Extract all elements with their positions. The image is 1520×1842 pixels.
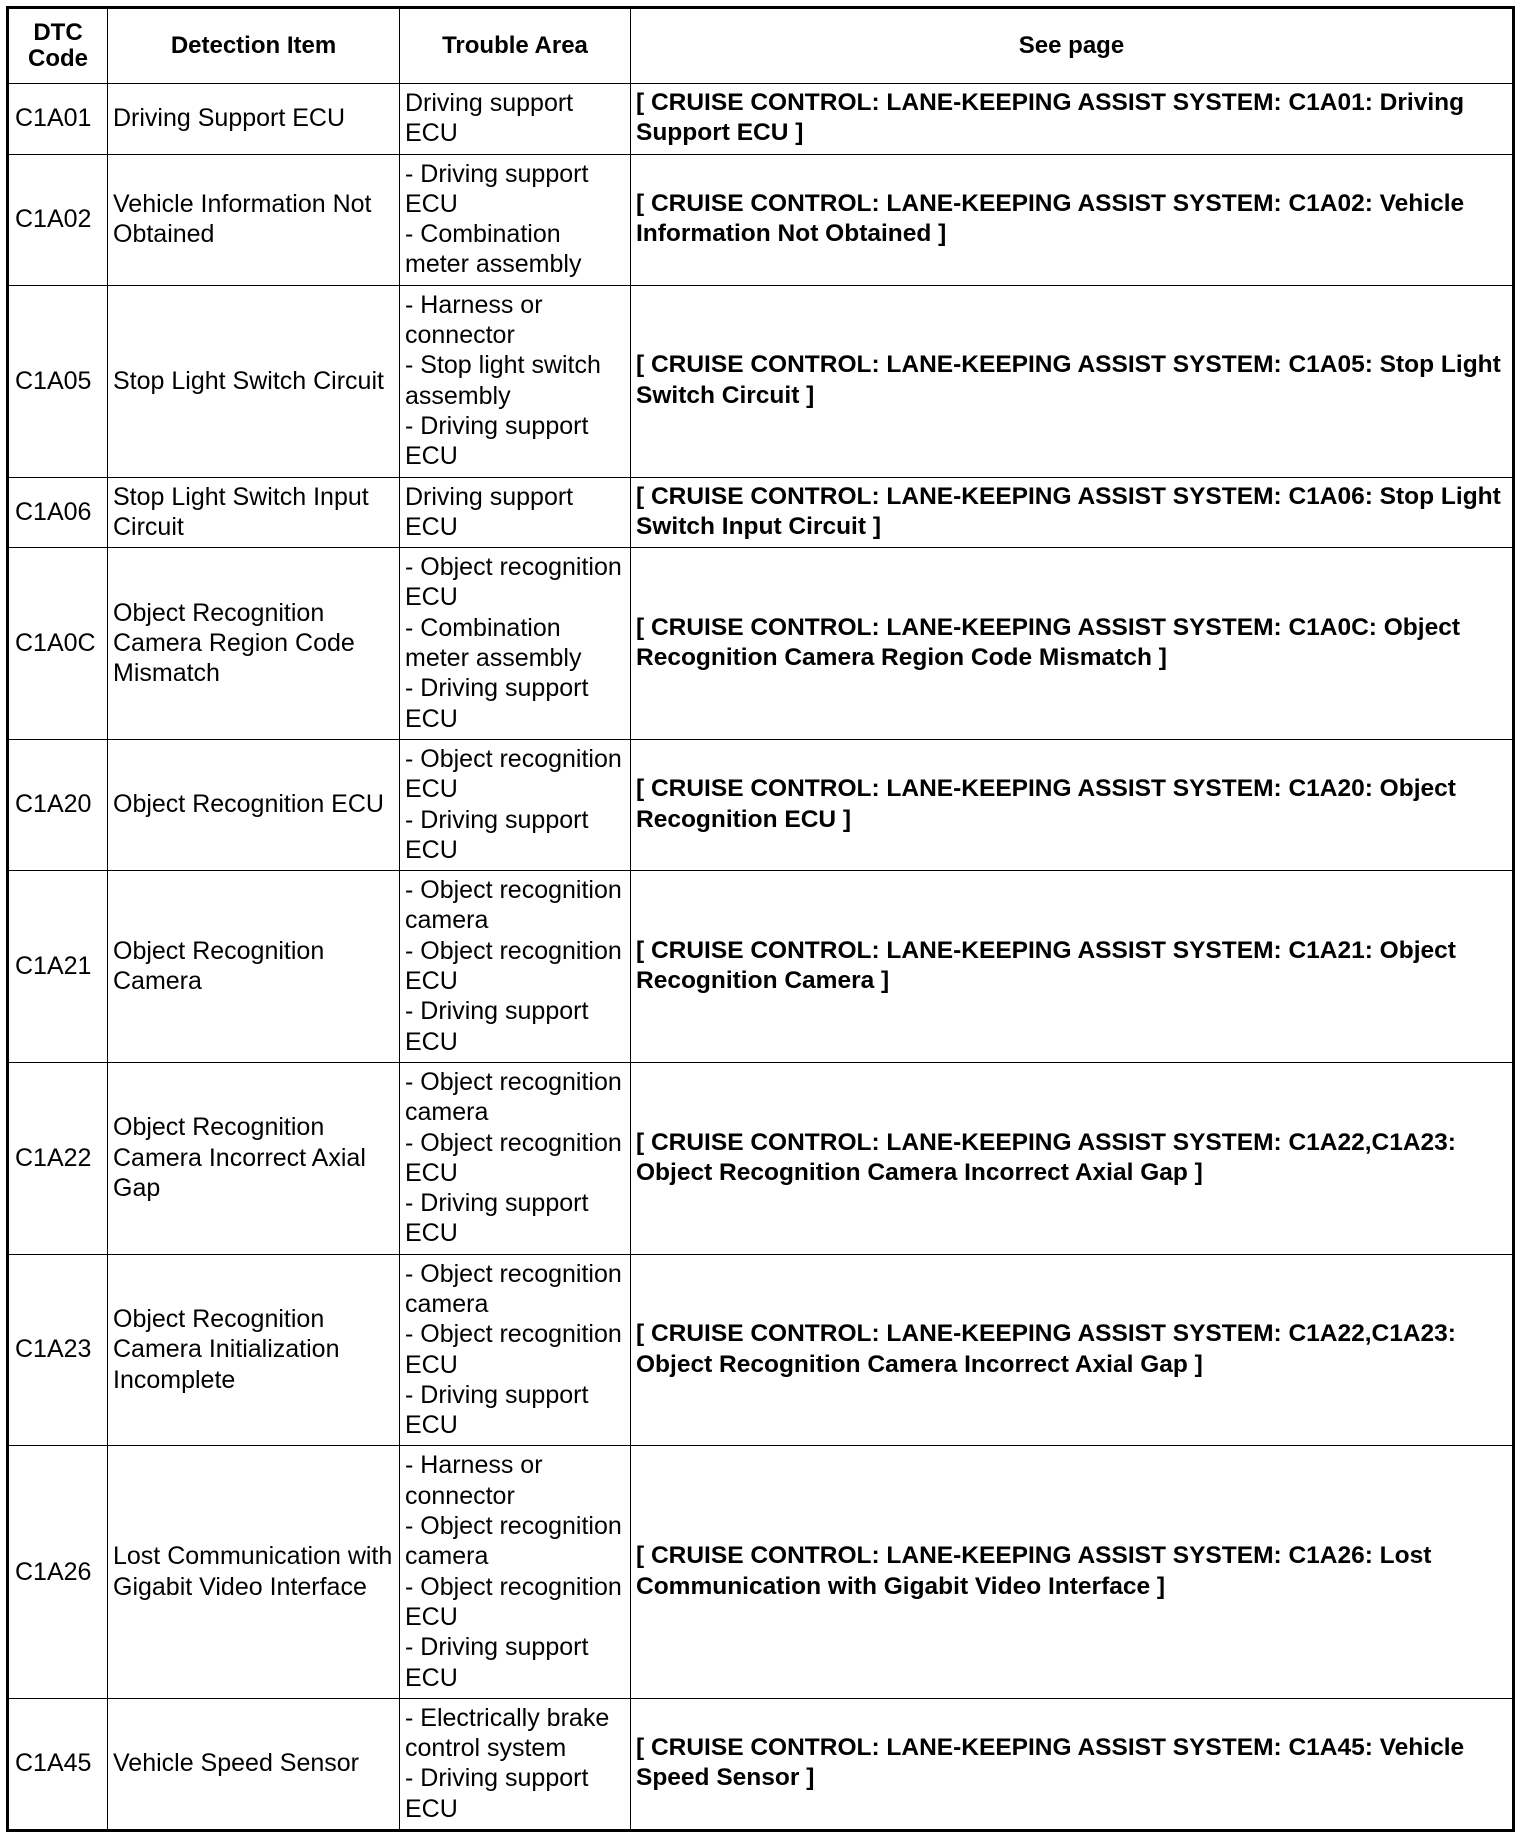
detection-item-cell: Stop Light Switch Circuit — [108, 285, 400, 477]
trouble-area-line: - Driving support ECU — [405, 1380, 589, 1440]
see-page-link[interactable]: [ CRUISE CONTROL: LANE-KEEPING ASSIST SYSTEM: C1A01: Driving Support ECU ] — [631, 84, 1514, 155]
table-row — [8, 1062, 1514, 1254]
see-page-link[interactable]: [ CRUISE CONTROL: LANE-KEEPING ASSIST SYSTEM: C1A26: Lost Communication with Gigabit Video Interface ] — [631, 1446, 1514, 1698]
trouble-area-cell — [400, 285, 631, 477]
trouble-area-line: - Object recognition camera — [405, 876, 622, 935]
dtc-code-cell: C1A05 — [8, 285, 108, 477]
table-row — [8, 285, 1514, 477]
dtc-code-cell: C1A45 — [8, 1698, 108, 1830]
dtc-code-cell: C1A0C — [8, 548, 108, 740]
detection-item-cell: Vehicle Speed Sensor — [108, 1698, 400, 1830]
header-dtc-code: DTC Code — [8, 8, 108, 84]
trouble-area-line: - Driving support ECU — [405, 411, 589, 471]
trouble-area-line: - Object recognition camera — [405, 1512, 622, 1571]
see-page-link[interactable]: [ CRUISE CONTROL: LANE-KEEPING ASSIST SYSTEM: C1A22,C1A23: Object Recognition Camera Incorrect Axial Gap ] — [631, 1254, 1514, 1446]
trouble-area-line: - Driving support ECU — [405, 1633, 589, 1692]
dtc-code-cell: C1A02 — [8, 154, 108, 285]
table-row — [8, 84, 1514, 155]
trouble-area-line: - Object recognition ECU — [405, 1128, 622, 1187]
trouble-area-line: - Harness or connector — [405, 1451, 543, 1510]
trouble-area-cell — [400, 739, 631, 870]
table-row — [8, 548, 1514, 740]
dtc-code-cell: C1A01 — [8, 84, 108, 155]
trouble-area-line: - Combination meter assembly — [405, 220, 582, 279]
detection-item-cell: Object Recognition Camera Region Code Mismatch — [108, 548, 400, 740]
see-page-link[interactable]: [ CRUISE CONTROL: LANE-KEEPING ASSIST SYSTEM: C1A45: Vehicle Speed Sensor ] — [631, 1698, 1514, 1830]
detection-item-cell: Driving Support ECU — [108, 84, 400, 155]
see-page-link[interactable]: [ CRUISE CONTROL: LANE-KEEPING ASSIST SYSTEM: C1A06: Stop Light Switch Input Circuit ] — [631, 477, 1514, 548]
trouble-area-line: - Object recognition ECU — [405, 553, 622, 612]
detection-item-cell: Object Recognition ECU — [108, 739, 400, 870]
detection-item-cell: Stop Light Switch Input Circuit — [108, 477, 400, 548]
detection-item-cell: Object Recognition Camera — [108, 871, 400, 1063]
trouble-area-line: - Combination meter assembly — [405, 613, 582, 673]
header-trouble-area: Trouble Area — [400, 8, 631, 84]
table-row — [8, 1254, 1514, 1446]
table-body — [8, 84, 1514, 1831]
see-page-link[interactable]: [ CRUISE CONTROL: LANE-KEEPING ASSIST SYSTEM: C1A21: Object Recognition Camera ] — [631, 871, 1514, 1063]
trouble-area-cell — [400, 1062, 631, 1254]
trouble-area-cell — [400, 1446, 631, 1698]
trouble-area-line: - Driving support ECU — [405, 997, 589, 1056]
dtc-code-cell: C1A26 — [8, 1446, 108, 1698]
table-row — [8, 154, 1514, 285]
dtc-code-cell: C1A21 — [8, 871, 108, 1063]
dtc-table — [6, 6, 1515, 1832]
trouble-area-line: Driving support ECU — [405, 482, 574, 541]
dtc-code-cell: C1A23 — [8, 1254, 108, 1446]
dtc-code-cell: C1A22 — [8, 1062, 108, 1254]
trouble-area-cell — [400, 477, 631, 548]
table-row — [8, 1698, 1514, 1830]
trouble-area-line: - Object recognition camera — [405, 1259, 622, 1318]
detection-item-cell: Vehicle Information Not Obtained — [108, 154, 400, 285]
see-page-link[interactable]: [ CRUISE CONTROL: LANE-KEEPING ASSIST SYSTEM: C1A22,C1A23: Object Recognition Camera Incorrect Axial Gap ] — [631, 1062, 1514, 1254]
header-detection-item: Detection Item — [108, 8, 400, 84]
see-page-link[interactable]: [ CRUISE CONTROL: LANE-KEEPING ASSIST SYSTEM: C1A05: Stop Light Switch Circuit ] — [631, 285, 1514, 477]
trouble-area-line: - Driving support ECU — [405, 1189, 589, 1248]
header-see-page: See page — [631, 8, 1514, 84]
trouble-area-cell — [400, 154, 631, 285]
trouble-area-line: - Object recognition ECU — [405, 936, 622, 996]
trouble-area-cell — [400, 84, 631, 155]
dtc-code-cell: C1A06 — [8, 477, 108, 548]
see-page-link[interactable]: [ CRUISE CONTROL: LANE-KEEPING ASSIST SYSTEM: C1A20: Object Recognition ECU ] — [631, 739, 1514, 870]
see-page-link[interactable]: [ CRUISE CONTROL: LANE-KEEPING ASSIST SYSTEM: C1A02: Vehicle Information Not Obtained ] — [631, 154, 1514, 285]
detection-item-cell: Object Recognition Camera Incorrect Axial Gap — [108, 1062, 400, 1254]
trouble-area-line: - Driving support ECU — [405, 674, 589, 733]
trouble-area-line: - Object recognition ECU — [405, 1320, 622, 1379]
header-row — [8, 8, 1514, 84]
dtc-code-cell: C1A20 — [8, 739, 108, 870]
trouble-area-line: - Object recognition ECU — [405, 1572, 622, 1631]
trouble-area-line: - Stop light switch assembly — [405, 351, 601, 410]
table-row — [8, 739, 1514, 870]
trouble-area-line: - Electrically brake control system — [405, 1703, 610, 1763]
trouble-area-line: Driving support ECU — [405, 89, 574, 148]
trouble-area-line: - Object recognition camera — [405, 1067, 622, 1127]
table-row — [8, 477, 1514, 548]
trouble-area-line: - Driving support ECU — [405, 805, 589, 864]
detection-item-cell: Object Recognition Camera Initialization Incomplete — [108, 1254, 400, 1446]
detection-item-cell: Lost Communication with Gigabit Video Interface — [108, 1446, 400, 1698]
trouble-area-line: - Driving support ECU — [405, 1764, 589, 1823]
table-row — [8, 1446, 1514, 1698]
trouble-area-line: - Object recognition ECU — [405, 744, 622, 804]
trouble-area-line: - Harness or connector — [405, 290, 543, 350]
see-page-link[interactable]: [ CRUISE CONTROL: LANE-KEEPING ASSIST SYSTEM: C1A0C: Object Recognition Camera Region Code Mismatch ] — [631, 548, 1514, 740]
trouble-area-cell — [400, 1254, 631, 1446]
trouble-area-cell — [400, 1698, 631, 1830]
table-row — [8, 871, 1514, 1063]
trouble-area-cell — [400, 871, 631, 1063]
trouble-area-line: - Driving support ECU — [405, 159, 589, 218]
trouble-area-cell — [400, 548, 631, 740]
